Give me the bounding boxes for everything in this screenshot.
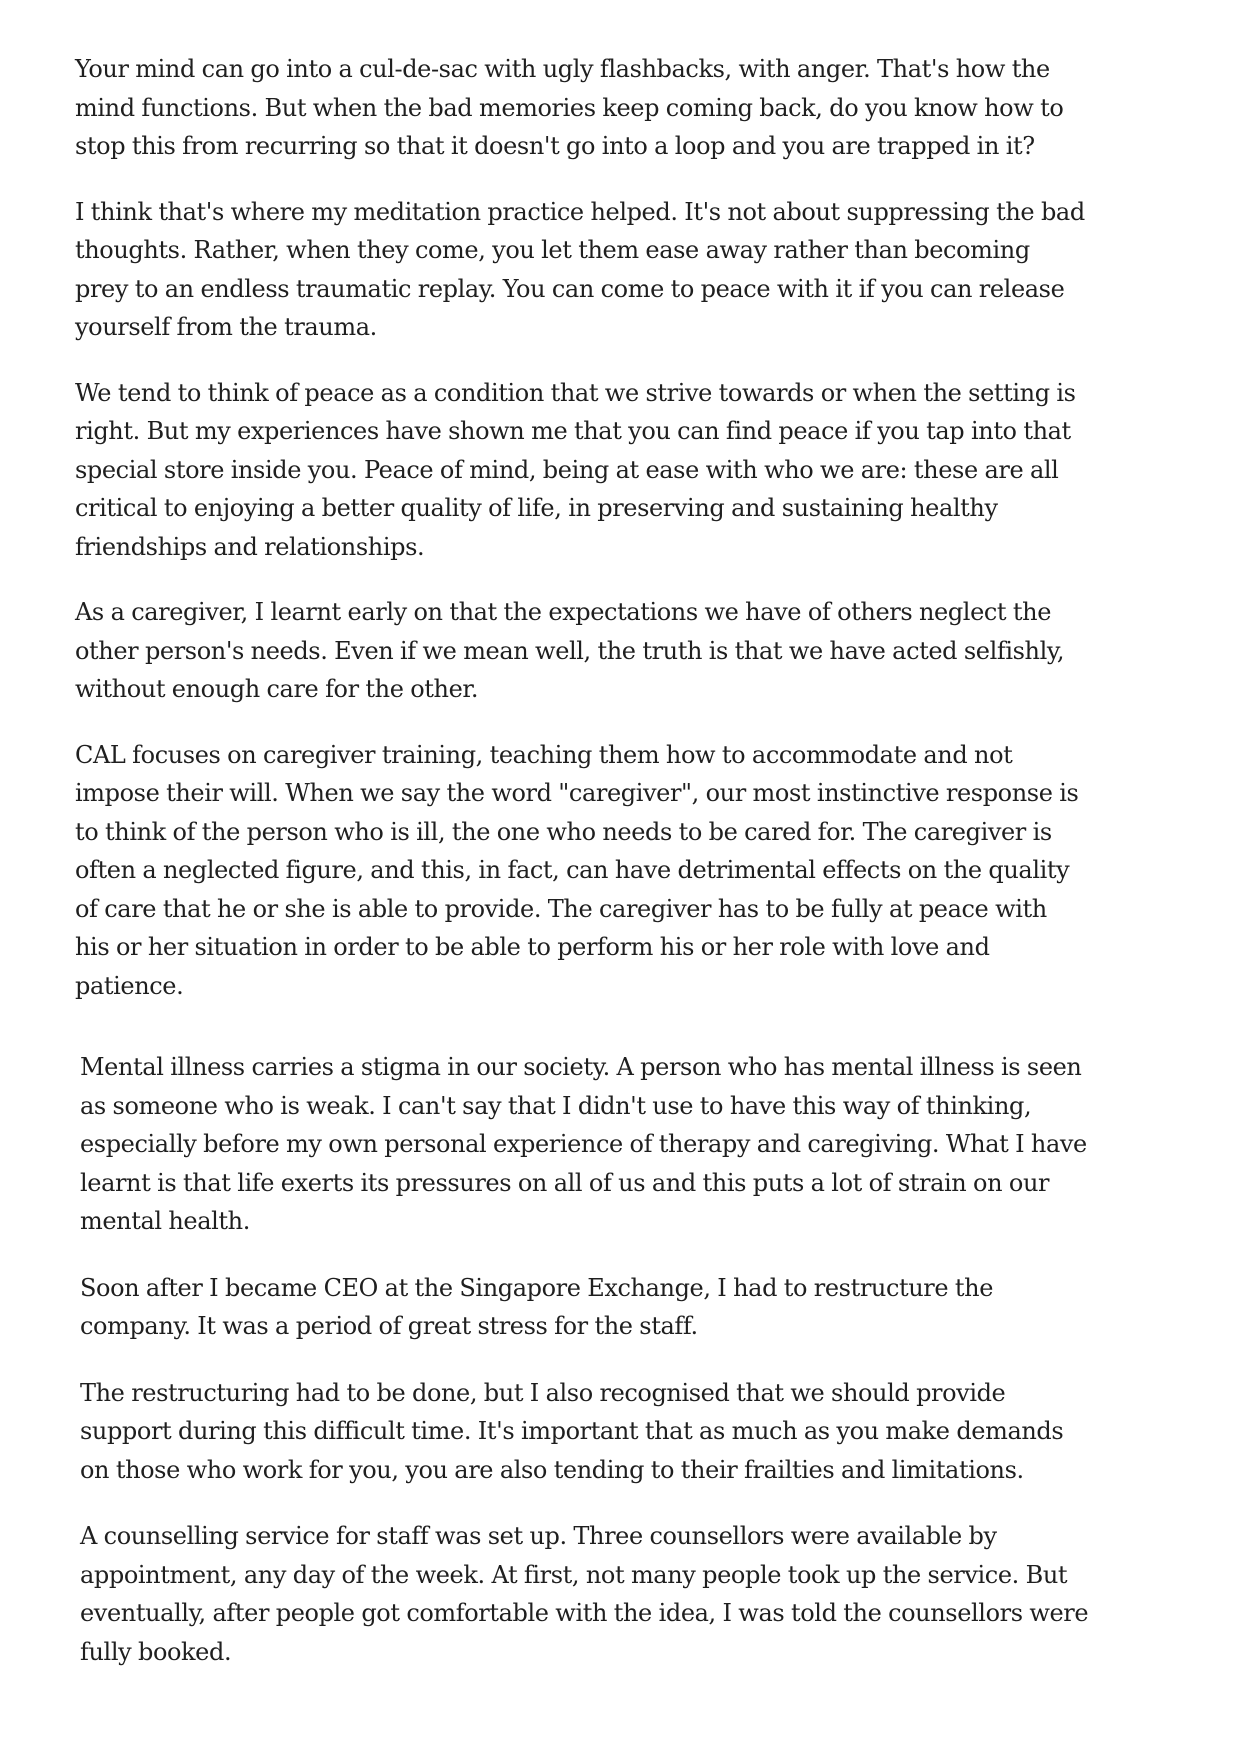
- paragraph-meditation: I think that's where my meditation practice helped. It's not about suppressing the bad thoughts. Rather, when they come, you let them ease away rather than becoming prey to an endless traumatic replay. You can come to peace with it if you can release yourself from the trauma.: [75, 197, 1085, 341]
- text-section-one: [75, 50, 1085, 1032]
- paragraph-restructure: Soon after I became CEO at the Singapore Exchange, I had to restructure the company. It was a period of great stress for the staff.: [80, 1273, 994, 1340]
- paragraph-counselling: A counselling service for staff was set up. Three counsellors were available by appointment, any day of the week. At first, not many people took up the service. But eventually, after people got comfortable with the idea, I was told the counsellors were fully booked.: [80, 1522, 1089, 1666]
- paragraph-peace: We tend to think of peace as a condition that we strive towards or when the setting is right. But my experiences have shown me that you can find peace if you tap into that special store inside you. Peace of mind, being at ease with who we are: these are all critical to enjoying a better quality of life, in preserving and sustaining healthy friendships and relationships.: [75, 378, 1076, 561]
- paragraph-cal-training: CAL focuses on caregiver training, teaching them how to accommodate and not impose their will. When we say the word "caregiver", our most instinctive response is to think of the person who is ill, the one who needs to be cared for. The caregiver is often a neglected figure, and this, in fact, can have detrimental effects on the quality of care that he or she is able to provide. The caregiver has to be fully at peace with his or her situation in order to be able to perform his or her role with love and patience.: [75, 740, 1079, 1000]
- paragraph-caregiver-expectations: As a caregiver, I learnt early on that the expectations we have of others neglect the other person's needs. Even if we mean well, the truth is that we have acted selfishly, without enough care for the other.: [75, 598, 1065, 703]
- text-section-two: [80, 1048, 1090, 1699]
- paragraph-flashbacks: Your mind can go into a cul-de-sac with ugly flashbacks, with anger. That's how the mind functions. But when the bad memories keep coming back, do you know how to stop this from recurring so that it doesn't go into a loop and you are trapped in it?: [75, 55, 1064, 160]
- paragraph-support: The restructuring had to be done, but I also recognised that we should provide support during this difficult time. It's important that as much as you make demands on those who work for you, you are also tending to their frailties and limitations.: [80, 1378, 1064, 1484]
- paragraph-mental-illness: Mental illness carries a stigma in our society. A person who has mental illness is seen as someone who is weak. I can't say that I didn't use to have this way of thinking, especially before my own personal experience of therapy and caregiving. What I have learnt is that life exerts its pressures on all of us and this puts a lot of strain on our mental health.: [80, 1053, 1087, 1235]
